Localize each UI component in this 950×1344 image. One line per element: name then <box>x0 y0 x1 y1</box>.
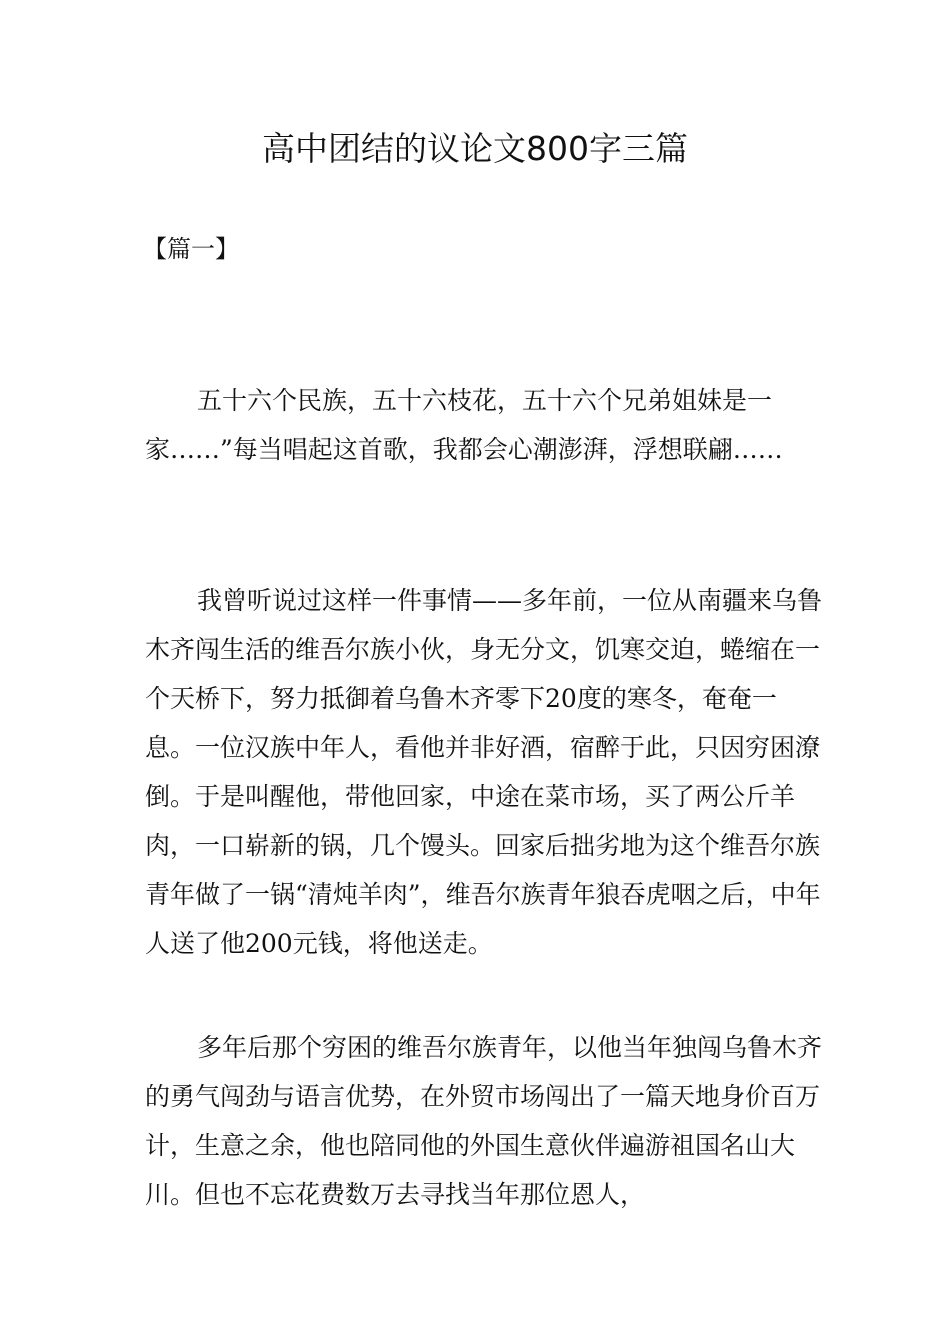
paragraph-1: 五十六个民族，五十六枝花，五十六个兄弟姐妹是一家……”每当唱起这首歌，我都会心潮澎湃，浮想联翩…… <box>145 386 783 464</box>
paragraph-3: 多年后那个穷困的维吾尔族青年，以他当年独闯乌鲁木齐的勇气闯劲与语言优势，在外贸市场闯出了一篇天地身价百万计，生意之余，他也陪同他的外国生意伙伴遍游祖国名山大川。但也不忘花费数万去寻找当年那位恩人， <box>145 1033 823 1209</box>
section-label: 【篇一】 <box>143 235 239 263</box>
paragraph-2: 我曾听说过这样一件事情——多年前，一位从南疆来乌鲁木齐闯生活的维吾尔族小伙，身无分文，饥寒交迫，蜷缩在一个天桥下，努力抵御着乌鲁木齐零下20度的寒冬，奄奄一息。一位汉族中年人，看他并非好酒，宿醉于此，只因穷困潦倒。于是叫醒他，带他回家，中途在菜市场，买了两公斤羊肉，一口崭新的锅，几个馒头。回家后拙劣地为这个维吾尔族青年做了一锅“清炖羊肉”，维吾尔族青年狼吞虎咽之后，中年人送了他200元钱，将他送走。 <box>145 586 823 958</box>
document-title: 高中团结的议论文800字三篇 <box>262 129 688 168</box>
